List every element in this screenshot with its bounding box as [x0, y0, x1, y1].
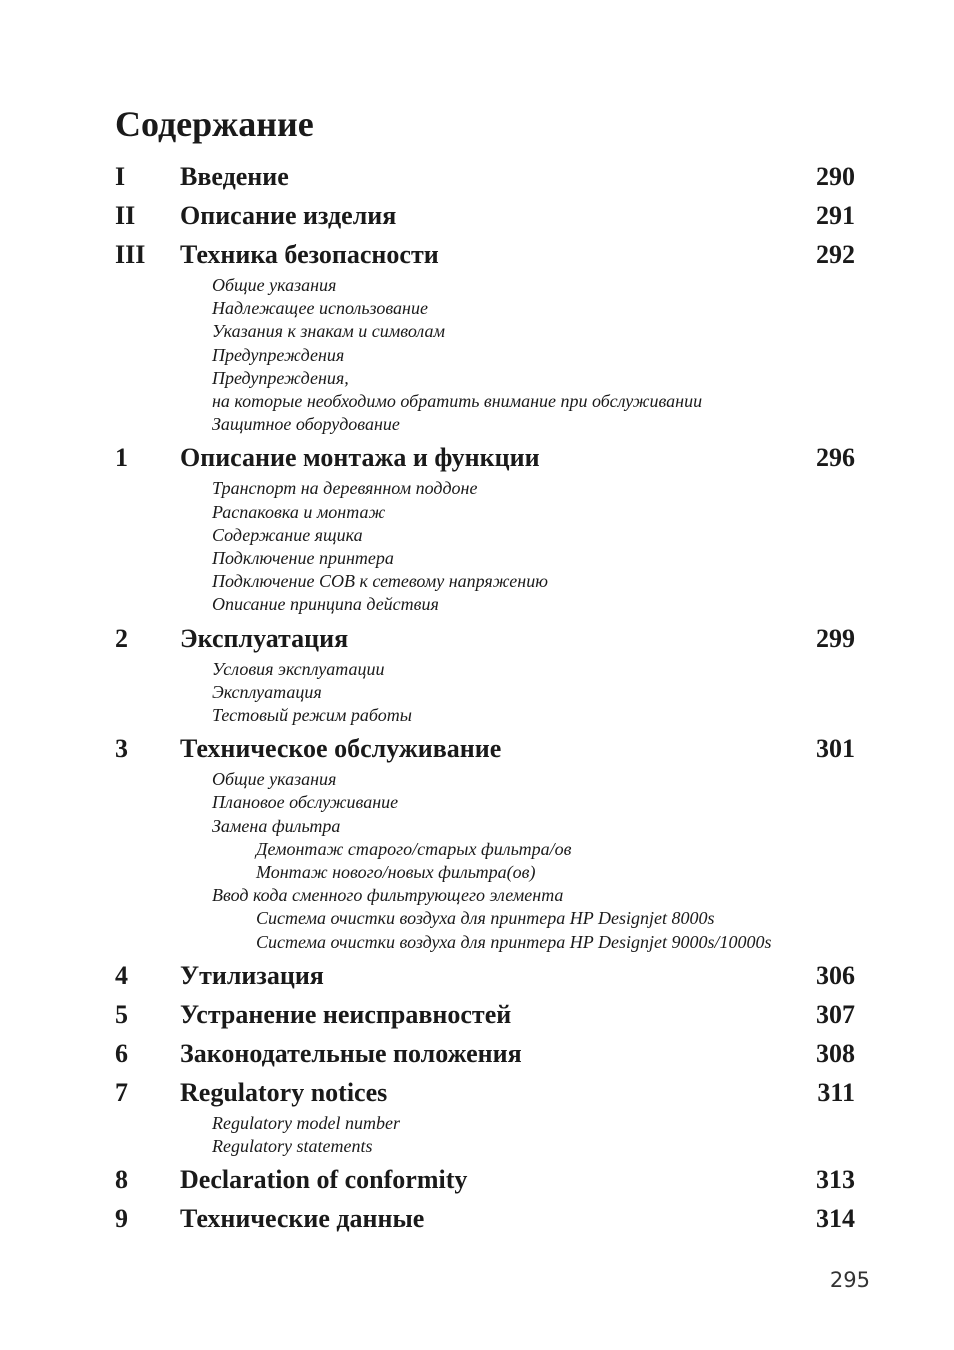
toc-section[interactable]: [115, 438, 855, 477]
section-number: 2: [115, 623, 128, 653]
section-page: 307: [816, 999, 855, 1029]
subsection-item[interactable]: Предупреждения: [212, 344, 345, 365]
subsection-item[interactable]: Эксплуатация: [212, 681, 322, 702]
section-page: 299: [816, 623, 855, 653]
subsection-item[interactable]: Подключение принтера: [212, 548, 394, 569]
section-title[interactable]: Эксплуатация: [180, 623, 349, 653]
section-title[interactable]: Утилизация: [180, 960, 324, 990]
section-number: 9: [115, 1204, 128, 1234]
toc-section[interactable]: [115, 157, 855, 196]
section-title[interactable]: Введение: [180, 162, 289, 191]
section-page: 308: [816, 1038, 855, 1068]
section-title[interactable]: Законодательные положения: [180, 1038, 522, 1068]
toc-section[interactable]: [115, 235, 855, 274]
subsection-item[interactable]: Защитное оборудование: [212, 414, 400, 435]
subsection-item[interactable]: Предупреждения,: [212, 367, 349, 388]
subsection-item[interactable]: Regulatory model number: [212, 1112, 400, 1133]
toc-section[interactable]: [115, 1160, 855, 1199]
subsection-item[interactable]: Ввод кода сменного фильтрующего элемента: [212, 885, 564, 906]
section-page: 291: [816, 201, 855, 230]
subsection-item[interactable]: Подключение СОВ к сетевому напряжению: [212, 571, 548, 592]
section-number: I: [115, 162, 126, 191]
section-number: III: [115, 240, 146, 269]
subsection-item[interactable]: Описание принципа действия: [212, 594, 439, 615]
section-title[interactable]: Техника безопасности: [180, 240, 439, 269]
subsection-item[interactable]: Транспорт на деревянном поддоне: [212, 478, 478, 499]
subsection-item[interactable]: Regulatory statements: [212, 1136, 373, 1157]
section-page: 292: [816, 240, 855, 269]
section-number: 5: [115, 999, 128, 1029]
subsection-item-nested[interactable]: Система очистки воздуха для принтера HP Designjet 9000s/10000s: [256, 931, 772, 952]
section-title[interactable]: Техническое обслуживание: [180, 734, 502, 764]
section-title[interactable]: Описание изделия: [180, 201, 397, 230]
subsection-list: [115, 768, 855, 956]
section-title[interactable]: Regulatory notices: [180, 1077, 388, 1107]
table-of-contents: [115, 157, 855, 1238]
section-title[interactable]: Описание монтажа и функции: [180, 443, 540, 473]
section-number: 1: [115, 443, 128, 473]
section-page: 301: [816, 734, 855, 764]
section-page: 290: [816, 162, 855, 191]
subsection-item[interactable]: Общие указания: [212, 769, 337, 790]
subsection-item-nested[interactable]: Монтаж нового/новых фильтра(ов): [256, 862, 536, 883]
section-title[interactable]: Declaration of conformity: [180, 1165, 468, 1195]
section-number: 8: [115, 1165, 128, 1195]
subsection-item[interactable]: Указания к знакам и символам: [212, 321, 445, 342]
toc-section[interactable]: [115, 956, 855, 995]
section-number: 6: [115, 1038, 128, 1068]
subsection-list: [115, 1112, 855, 1160]
toc-section[interactable]: [115, 995, 855, 1034]
section-page: 311: [817, 1077, 855, 1107]
section-number: 4: [115, 960, 128, 990]
section-number: 7: [115, 1077, 128, 1107]
page-title: Содержание: [115, 104, 314, 144]
page-number: 295: [829, 1268, 870, 1292]
subsection-item[interactable]: Содержание ящика: [212, 524, 363, 545]
toc-section[interactable]: [115, 619, 855, 658]
section-number: II: [115, 201, 136, 230]
subsection-item[interactable]: на которые необходимо обратить внимание при обслуживании: [212, 391, 703, 412]
section-page: 313: [816, 1165, 855, 1195]
subsection-item[interactable]: Распаковка и монтаж: [212, 501, 386, 522]
section-page: 314: [816, 1204, 855, 1234]
toc-section[interactable]: [115, 196, 855, 235]
subsection-item[interactable]: Замена фильтра: [212, 815, 341, 836]
section-page: 306: [816, 960, 855, 990]
toc-section[interactable]: [115, 1034, 855, 1073]
section-page: 296: [816, 443, 855, 473]
toc-section[interactable]: [115, 1073, 855, 1112]
section-number: 3: [115, 734, 128, 764]
subsection-list: [115, 274, 855, 438]
section-title[interactable]: Устранение неисправностей: [180, 999, 512, 1029]
subsection-list: [115, 658, 855, 730]
subsection-item[interactable]: Общие указания: [212, 275, 337, 295]
section-title[interactable]: Технические данные: [180, 1204, 425, 1234]
subsection-item-nested[interactable]: Демонтаж старого/старых фильтра/ов: [256, 838, 572, 859]
subsection-item[interactable]: Условия эксплуатации: [212, 658, 385, 679]
subsection-list: [115, 477, 855, 618]
toc-section[interactable]: [115, 729, 855, 768]
toc-section[interactable]: [115, 1199, 855, 1238]
subsection-item-nested[interactable]: Система очистки воздуха для принтера HP Designjet 8000s: [256, 908, 715, 929]
subsection-item[interactable]: Надлежащее использование: [212, 298, 428, 319]
subsection-item[interactable]: Тестовый режим работы: [212, 705, 412, 726]
subsection-item[interactable]: Плановое обслуживание: [212, 792, 399, 813]
